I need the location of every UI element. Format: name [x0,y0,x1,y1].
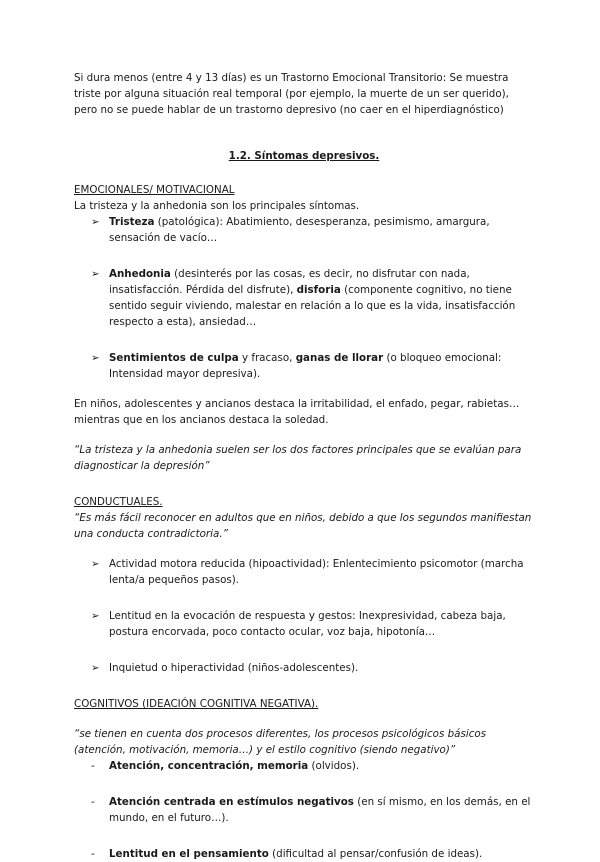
list-item [74,266,534,330]
item-text: (o bloqueo emocional: Intensidad mayor depresiva). [109,352,502,380]
item-text: y fracaso, [238,352,296,364]
bold-term: Atención, concentración, memoria [109,760,309,772]
item-text: (en sí mismo, en los demás, en el mundo, en el futuro…). [109,796,531,824]
emocionales-paragraph: En niños, adolescentes y ancianos destaca la irritabilidad, el enfado, pegar, rabietas… mientras que en los ancianos destaca la soledad. [74,398,520,426]
list-item [74,556,534,588]
bold-term: disforia [296,284,341,296]
arrow-bullet-icon: ➢ [91,352,100,364]
dash-bullet: - [91,760,95,772]
conductuales-quote: “Es más fácil reconocer en adultos que en niños, debido a que los segundos manifiestan una conducta contradictoria.” [74,512,532,540]
bold-term: Sentimientos de culpa [109,352,239,364]
item-text: Actividad motora reducida (hipoactividad): Enlentecimiento psicomotor (marcha lenta/a pequeños pasos). [109,558,524,586]
list-item [74,846,534,862]
item-text: (olvidos). [308,760,360,772]
bold-term: Tristeza [109,216,155,228]
bold-term: Atención centrada en estímulos negativos [109,796,354,808]
emocionales-quote: “La tristeza y la anhedonia suelen ser los dos factores principales que se evalúan para diagnosticar la depresión” [74,444,522,472]
arrow-bullet-icon: ➢ [91,216,100,228]
document-page [74,70,534,862]
item-text: (dificultad al pensar/confusión de ideas). [268,848,483,860]
list-item [74,794,534,826]
list-item [74,608,534,640]
section-title: 1.2. Síntomas depresivos. [228,150,380,162]
emocionales-heading: EMOCIONALES/ MOTIVACIONAL [74,184,235,196]
intro-paragraph: Si dura menos (entre 4 y 13 días) es un Trastorno Emocional Transitorio: Se muestra triste por alguna situación real temporal (por ejemplo, la muerte de un ser querido), pero no se puede hablar de un trastorno depresivo (no caer en el hiperdiagnóstico) [74,72,509,116]
list-item [74,758,534,774]
arrow-bullet-icon: ➢ [91,662,100,674]
arrow-bullet-icon: ➢ [91,610,100,622]
arrow-bullet-icon: ➢ [91,558,100,570]
cognitivos-heading: COGNITIVOS (IDEACIÓN COGNITIVA NEGATIVA). [74,698,319,710]
bold-term: Lentitud en el pensamiento [109,848,269,860]
emocionales-lead: La tristeza y la anhedonia son los principales síntomas. [74,200,360,212]
item-text: (componente cognitivo, no tiene sentido seguir viviendo, malestar en relación a lo que es la vida, insatisfacción respecto a esta), ansiedad… [109,284,516,328]
bold-term: Anhedonia [109,268,171,280]
conductuales-heading: CONDUCTUALES. [74,496,163,508]
bold-term: ganas de llorar [295,352,384,364]
arrow-bullet-icon: ➢ [91,268,100,280]
cognitivos-list [74,758,534,862]
item-text: (patológica): Abatimiento, desesperanza, pesimismo, amargura, sensación de vacío… [109,216,490,244]
item-text: (desinterés por las cosas, es decir, no disfrutar con nada, insatisfacción. Pérdida del disfrute), [109,268,470,296]
list-item [74,660,534,676]
conductuales-list [74,556,534,676]
dash-bullet: - [91,848,95,860]
item-text: Lentitud en la evocación de respuesta y gestos: Inexpresividad, cabeza baja, postura encorvada, poco contacto ocular, voz baja, hipotonía… [109,610,506,638]
item-text: Inquietud o hiperactividad (niños-adolescentes). [109,662,359,674]
dash-bullet: - [91,796,95,808]
list-item [74,214,534,246]
cognitivos-quote: “se tienen en cuenta dos procesos diferentes, los procesos psicológicos básicos (atención, motivación, memoria…) y el estilo cognitivo (siendo negativo)” [74,728,487,756]
list-item [74,350,534,382]
emocionales-list [74,214,534,382]
